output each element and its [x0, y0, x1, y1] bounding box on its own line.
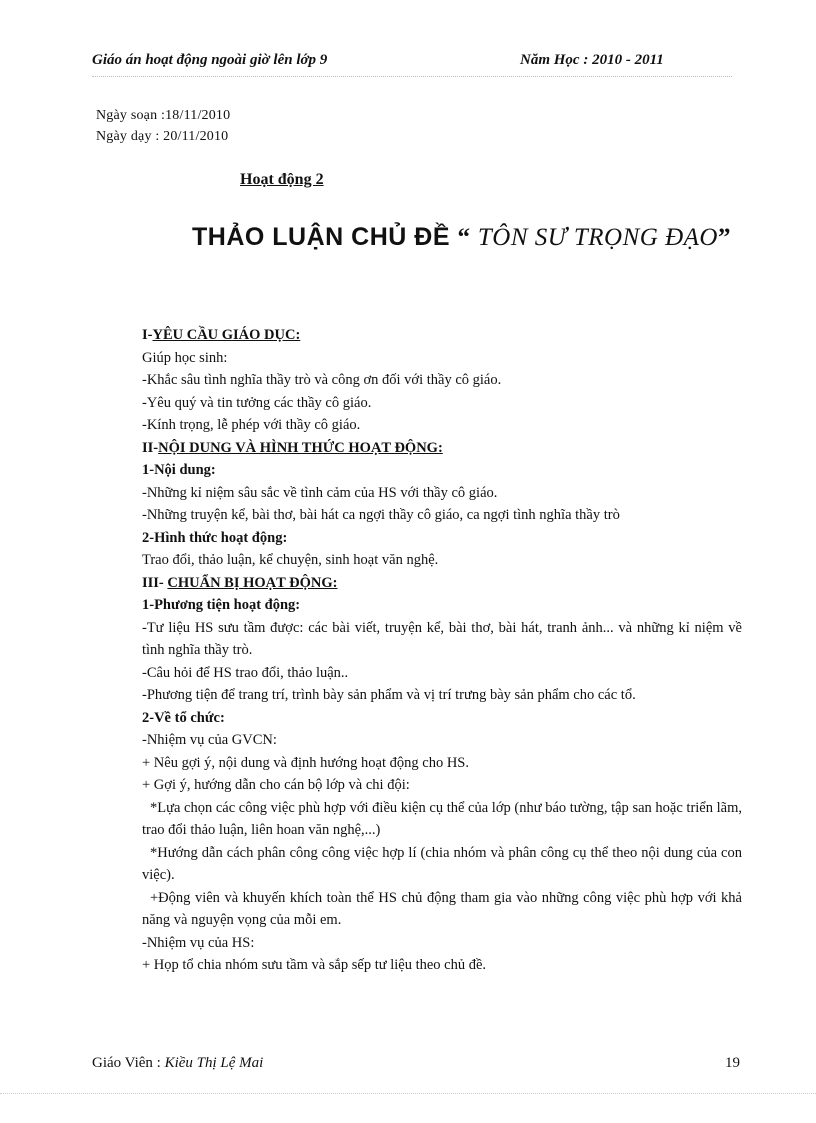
text-line: -Những truyện kể, bài thơ, bài hát ca ngợi thầy cô giáo, ca ngợi tình nghĩa thầy trò — [142, 507, 620, 523]
section-2-title: NỘI DUNG VÀ HÌNH THỨC HOẠT ĐỘNG: — [158, 439, 443, 456]
text-line: -Nhiệm vụ của GVCN: — [142, 732, 277, 748]
teacher-name: Kiều Thị Lệ Mai — [164, 1055, 264, 1071]
title-main: THẢO LUẬN CHỦ ĐỀ — [192, 223, 450, 251]
header-school-year: Năm Học : 2010 - 2011 — [520, 52, 664, 68]
lesson-dates — [96, 105, 230, 147]
footer-label: Giáo Viên : — [92, 1055, 165, 1071]
section-1-prefix: I- — [142, 327, 153, 343]
date-prepared: Ngày soạn :18/11/2010 — [96, 108, 231, 123]
paragraph: *Lựa chọn các công việc phù hợp với điều kiện cụ thể của lớp (như báo tường, tập san hoặc triển lãm, trao đổi thảo luận, liên hoan văn nghệ,...) — [142, 799, 742, 838]
title-open-quote: “ — [457, 224, 471, 251]
paragraph: -Tư liệu HS sưu tầm được: các bài viết, truyện kể, bài thơ, bài hát, tranh ảnh... và những kỉ niệm về tình nghĩa thầy trò. — [142, 619, 742, 658]
text-line: -Kính trọng, lễ phép với thầy cô giáo. — [142, 417, 361, 433]
text-line: -Nhiệm vụ của HS: — [142, 934, 255, 951]
paragraph: *Hướng dẫn cách phân công công việc hợp lí (chia nhóm và phân công cụ thể theo nội dung của con việc). — [142, 844, 742, 883]
text-line: -Yêu quý và tin tưởng các thầy cô giáo. — [142, 394, 372, 411]
paragraph: +Động viên và khuyến khích toàn thể HS chủ động tham gia vào những công việc phù hợp với khả năng và nguyện vọng của mỗi em. — [142, 889, 742, 928]
title-close-quote: ” — [717, 224, 731, 251]
section-2-prefix: II- — [142, 439, 159, 456]
section-1-heading — [142, 324, 742, 347]
section-3-heading — [142, 572, 742, 595]
subsection-format: 2-Hình thức hoạt động: — [142, 529, 288, 546]
activity-heading: Hoạt động 2 — [240, 171, 324, 188]
text-line: Giúp học sinh: — [142, 349, 228, 366]
text-line: + Gợi ý, hướng dẫn cho cán bộ lớp và chi đội: — [142, 777, 410, 793]
title-topic: TÔN SƯ TRỌNG ĐẠO — [477, 224, 718, 251]
text-line: + Họp tổ chia nhóm sưu tầm và sắp sếp tư liệu theo chủ đề. — [142, 957, 487, 973]
section-3-title: CHUẨN BỊ HOẠT ĐỘNG: — [167, 574, 338, 591]
text-line: + Nêu gợi ý, nội dung và định hướng hoạt động cho HS. — [142, 754, 469, 771]
header-divider — [92, 76, 732, 77]
lesson-content — [142, 324, 742, 977]
page-footer — [92, 1055, 740, 1072]
text-line: -Những kỉ niệm sâu sắc về tình cảm của HS với thầy cô giáo. — [142, 484, 498, 501]
text-line: -Câu hỏi để HS trao đổi, thảo luận.. — [142, 664, 349, 681]
subsection-organization: 2-Về tổ chức: — [142, 709, 225, 726]
footer-divider — [0, 1093, 816, 1094]
subsection-means: 1-Phương tiện hoạt động: — [142, 597, 301, 613]
text-line: -Phương tiện để trang trí, trình bày sản phẩm và vị trí trưng bày sản phẩm cho các tổ. — [142, 687, 636, 703]
header-course-title: Giáo án hoạt động ngoài giờ lên lớp 9 — [92, 52, 328, 68]
section-2-heading — [142, 437, 742, 460]
page-title — [192, 223, 731, 252]
text-line: Trao đổi, thảo luận, kể chuyện, sinh hoạt văn nghệ. — [142, 552, 439, 568]
date-taught: Ngày dạy : 20/11/2010 — [96, 129, 229, 144]
subsection-content: 1-Nội dung: — [142, 462, 216, 478]
section-3-prefix: III- — [142, 574, 168, 591]
section-1-title: YÊU CẦU GIÁO DỤC: — [152, 327, 301, 343]
page-number: 19 — [725, 1055, 740, 1071]
text-line: -Khắc sâu tình nghĩa thầy trò và công ơn đối với thầy cô giáo. — [142, 372, 502, 388]
